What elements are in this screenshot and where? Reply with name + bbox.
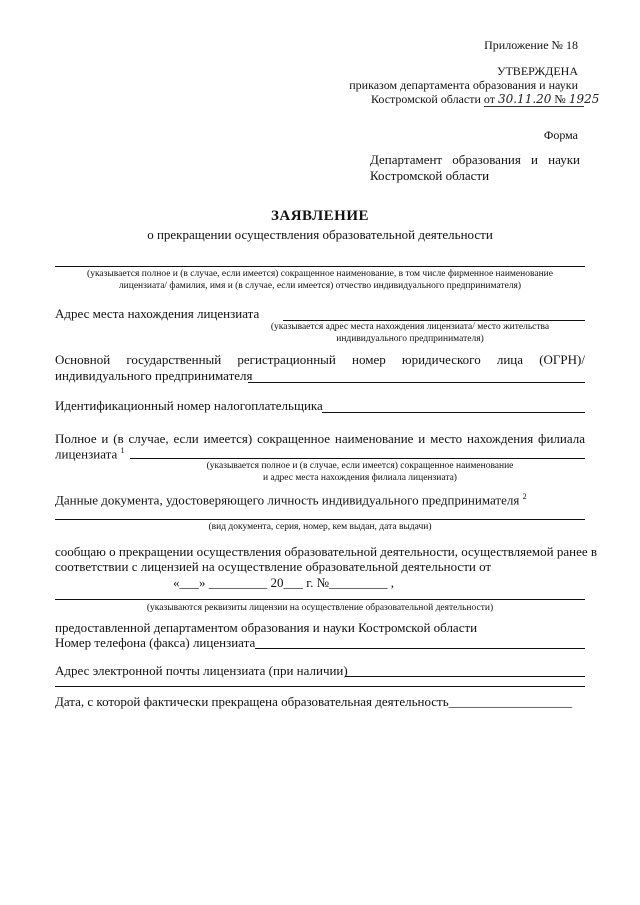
address-hint-2: индивидуального предпринимателя)	[336, 334, 484, 344]
phone-label: Номер телефона (факса) лицензиата	[55, 635, 256, 650]
address-line[interactable]	[283, 320, 585, 321]
ogrn-label-line-1: Основной государственный регистрационный номер юридического лица (ОГРН)/	[55, 352, 585, 367]
branch-label-text: лицензиата	[55, 446, 118, 462]
order-number-handwritten: 1925	[568, 92, 600, 106]
branch-footnote-marker: 1	[120, 446, 125, 455]
id-document-line[interactable]	[55, 519, 585, 520]
inn-label: Идентификационный номер налогоплательщика	[55, 398, 323, 413]
order-date-handwritten: 30.11.20	[497, 92, 552, 106]
license-date-number[interactable]: «___» _________ 20___ г. №_________ ,	[173, 575, 395, 590]
branch-line[interactable]	[130, 458, 585, 459]
order-line-1: приказом департамента образования и науки	[349, 78, 578, 92]
inn-line[interactable]	[322, 412, 585, 413]
notice-line-1: сообщаю о прекращении осуществления образовательной деятельности, осуществляемой ранее в	[55, 544, 598, 559]
ogrn-line[interactable]	[248, 382, 585, 383]
licensee-name-line[interactable]	[55, 266, 585, 267]
branch-hint-1: (указывается полное и (в случае, если имеется) сокращенное наименование	[206, 461, 514, 471]
branch-hint-2: и адрес места нахождения филиала лицензиата)	[263, 473, 457, 483]
email-line[interactable]	[345, 676, 585, 677]
phone-line[interactable]	[255, 648, 585, 649]
branch-label-line-1: Полное и (в случае, если имеется) сокращенное наименование и место нахождения филиала	[55, 431, 585, 446]
addressee-line-1: Департамент образования и науки	[370, 152, 580, 167]
document-title: ЗАЯВЛЕНИЕ	[270, 208, 370, 224]
termination-date-label[interactable]: Дата, с которой фактически прекращена образовательная деятельность___________________	[55, 694, 573, 709]
notice-line-2: соответствии с лицензией на осуществление образовательной деятельности от	[55, 559, 492, 574]
order-number-prefix: №	[554, 92, 566, 106]
license-details-line[interactable]	[55, 599, 585, 600]
id-document-label-text: Данные документа, удостоверяющего личность индивидуального предпринимателя	[55, 492, 520, 508]
addressee-line-2: Костромской области	[370, 168, 490, 183]
id-document-footnote-marker: 2	[522, 492, 527, 501]
email-extra-line[interactable]	[55, 686, 585, 687]
licensee-name-hint-2: лицензиата/ фамилия, имя и (в случае, если имеется) отчество индивидуального предпринимателя)	[118, 281, 522, 291]
id-document-label	[55, 492, 527, 508]
license-hint: (указываются реквизиты лицензии на осуществление образовательной деятельности)	[146, 603, 494, 613]
licensee-name-hint-1: (указывается полное и (в случае, если имеется) сокращенное наименование, в том числе фирменное наименование	[87, 269, 553, 279]
branch-label-line-2	[55, 446, 125, 462]
approved-stamp-text: УТВЕРЖДЕНА	[496, 64, 578, 78]
form-label: Форма	[543, 128, 578, 142]
ogrn-label-line-2: индивидуального предпринимателя	[55, 368, 253, 383]
order-underline	[484, 106, 584, 107]
email-label: Адрес электронной почты лицензиата (при наличии)	[55, 663, 348, 678]
appendix-number: Приложение № 18	[484, 38, 578, 52]
address-label: Адрес места нахождения лицензиата	[55, 306, 260, 321]
order-line-2-prefix: Костромской области от	[371, 92, 495, 106]
document-subtitle: о прекращении осуществления образовательной деятельности	[147, 227, 493, 242]
id-document-hint: (вид документа, серия, номер, кем выдан, дата выдачи)	[208, 522, 432, 532]
address-hint-1: (указывается адрес места нахождения лицензиата/ место жительства	[270, 322, 550, 332]
granted-by-text: предоставленной департаментом образования и науки Костромской области	[55, 620, 478, 635]
order-line-2	[371, 92, 600, 107]
